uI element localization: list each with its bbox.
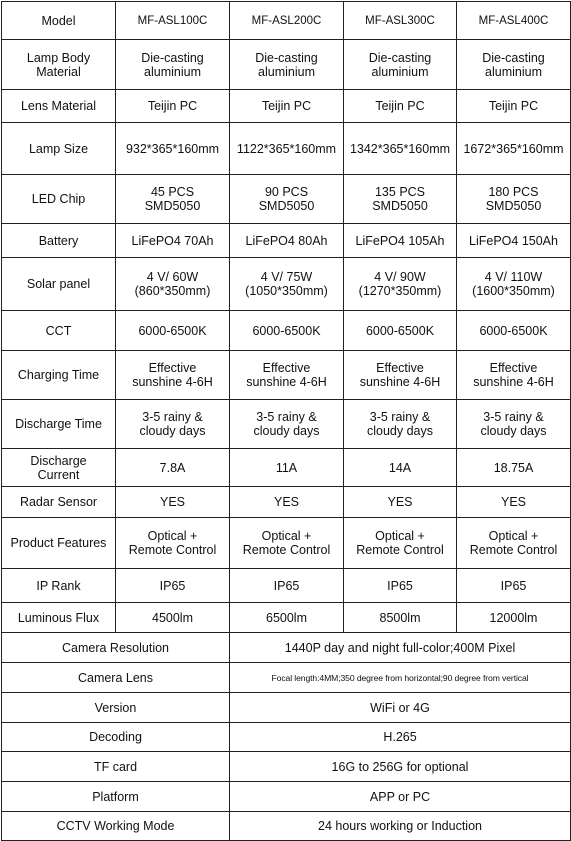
spec-value-cell: LiFePO4 105Ah bbox=[344, 224, 457, 258]
header-row bbox=[2, 2, 571, 40]
spec-table bbox=[1, 1, 571, 841]
spec-value-cell: Effective sunshine 4-6H bbox=[344, 351, 457, 400]
spec-value-cell: 18.75A bbox=[457, 449, 571, 487]
model-header-cell: MF-ASL300C bbox=[344, 2, 457, 40]
spec-value-cell: 4500lm bbox=[116, 603, 230, 633]
spec-row-discharge-time bbox=[2, 400, 571, 449]
spec-value-cell: 11A bbox=[230, 449, 344, 487]
spec-value-cell: YES bbox=[230, 487, 344, 518]
spec-row-luminous-flux bbox=[2, 603, 571, 633]
spec-value-cell: Die-casting aluminium bbox=[116, 40, 230, 90]
spec-value-cell: 6000-6500K bbox=[344, 311, 457, 351]
spec-value-cell: Teijin PC bbox=[344, 90, 457, 123]
row-label: CCT bbox=[2, 311, 116, 351]
shared-value-cell: 16G to 256G for optional bbox=[230, 752, 571, 782]
spec-value-cell: YES bbox=[116, 487, 230, 518]
spec-value-cell: 4 V/ 60W (860*350mm) bbox=[116, 258, 230, 311]
row-label: CCTV Working Mode bbox=[2, 812, 230, 841]
spec-value-cell: 6000-6500K bbox=[457, 311, 571, 351]
shared-row-cctv-working-mode bbox=[2, 812, 571, 841]
spec-value-cell: 4 V/ 90W (1270*350mm) bbox=[344, 258, 457, 311]
shared-row-version bbox=[2, 693, 571, 723]
spec-row-solar-panel bbox=[2, 258, 571, 311]
spec-value-cell: Optical + Remote Control bbox=[344, 518, 457, 569]
spec-value-cell: Teijin PC bbox=[230, 90, 344, 123]
spec-value-cell: Teijin PC bbox=[116, 90, 230, 123]
row-label: Version bbox=[2, 693, 230, 723]
spec-value-cell: 932*365*160mm bbox=[116, 123, 230, 175]
model-header-cell: MF-ASL100C bbox=[116, 2, 230, 40]
spec-value-cell: IP65 bbox=[344, 569, 457, 603]
header-label-cell: Model bbox=[2, 2, 116, 40]
spec-row-cct bbox=[2, 311, 571, 351]
spec-row-led-chip bbox=[2, 175, 571, 224]
shared-value-cell: WiFi or 4G bbox=[230, 693, 571, 723]
spec-value-cell: IP65 bbox=[230, 569, 344, 603]
spec-row-charging-time bbox=[2, 351, 571, 400]
shared-row-platform bbox=[2, 782, 571, 812]
spec-row-lens-material bbox=[2, 90, 571, 123]
spec-value-cell: IP65 bbox=[116, 569, 230, 603]
spec-value-cell: 4 V/ 75W (1050*350mm) bbox=[230, 258, 344, 311]
shared-value-cell: Focal length:4MM;350 degree from horizontal;90 degree from vertical bbox=[230, 663, 571, 693]
spec-value-cell: 6000-6500K bbox=[116, 311, 230, 351]
spec-value-cell: YES bbox=[344, 487, 457, 518]
row-label: Product Features bbox=[2, 518, 116, 569]
shared-row-camera-lens bbox=[2, 663, 571, 693]
shared-row-decoding bbox=[2, 723, 571, 752]
spec-value-cell: Optical + Remote Control bbox=[116, 518, 230, 569]
spec-value-cell: 3-5 rainy & cloudy days bbox=[116, 400, 230, 449]
spec-value-cell: 14A bbox=[344, 449, 457, 487]
spec-value-cell: Effective sunshine 4-6H bbox=[230, 351, 344, 400]
shared-value-cell: 1440P day and night full-color;400M Pixel bbox=[230, 633, 571, 663]
spec-value-cell: Die-casting aluminium bbox=[230, 40, 344, 90]
spec-value-cell: 4 V/ 110W (1600*350mm) bbox=[457, 258, 571, 311]
row-label: Radar Sensor bbox=[2, 487, 116, 518]
spec-value-cell: 180 PCS SMD5050 bbox=[457, 175, 571, 224]
spec-value-cell: Teijin PC bbox=[457, 90, 571, 123]
spec-value-cell: Die-casting aluminium bbox=[457, 40, 571, 90]
spec-value-cell: 3-5 rainy & cloudy days bbox=[457, 400, 571, 449]
row-label: Discharge Current bbox=[2, 449, 116, 487]
shared-row-tf-card bbox=[2, 752, 571, 782]
spec-value-cell: 1342*365*160mm bbox=[344, 123, 457, 175]
spec-row-ip-rank bbox=[2, 569, 571, 603]
spec-value-cell: LiFePO4 80Ah bbox=[230, 224, 344, 258]
row-label: Luminous Flux bbox=[2, 603, 116, 633]
spec-value-cell: 6500lm bbox=[230, 603, 344, 633]
spec-value-cell: Optical + Remote Control bbox=[457, 518, 571, 569]
shared-row-camera-resolution bbox=[2, 633, 571, 663]
spec-row-product-features bbox=[2, 518, 571, 569]
spec-value-cell: LiFePO4 70Ah bbox=[116, 224, 230, 258]
spec-value-cell: 1122*365*160mm bbox=[230, 123, 344, 175]
row-label: Lamp Size bbox=[2, 123, 116, 175]
spec-value-cell: Die-casting aluminium bbox=[344, 40, 457, 90]
model-header-cell: MF-ASL400C bbox=[457, 2, 571, 40]
row-label: LED Chip bbox=[2, 175, 116, 224]
row-label: Solar panel bbox=[2, 258, 116, 311]
spec-row-lamp-body-material bbox=[2, 40, 571, 90]
shared-value-cell: 24 hours working or Induction bbox=[230, 812, 571, 841]
spec-row-battery bbox=[2, 224, 571, 258]
spec-value-cell: IP65 bbox=[457, 569, 571, 603]
spec-value-cell: 1672*365*160mm bbox=[457, 123, 571, 175]
row-label: Lamp Body Material bbox=[2, 40, 116, 90]
spec-value-cell: 7.8A bbox=[116, 449, 230, 487]
spec-value-cell: 90 PCS SMD5050 bbox=[230, 175, 344, 224]
row-label: TF card bbox=[2, 752, 230, 782]
spec-row-lamp-size bbox=[2, 123, 571, 175]
spec-value-cell: 8500lm bbox=[344, 603, 457, 633]
row-label: Platform bbox=[2, 782, 230, 812]
spec-value-cell: Effective sunshine 4-6H bbox=[457, 351, 571, 400]
spec-value-cell: 12000lm bbox=[457, 603, 571, 633]
row-label: Discharge Time bbox=[2, 400, 116, 449]
row-label: Camera Resolution bbox=[2, 633, 230, 663]
spec-value-cell: 3-5 rainy & cloudy days bbox=[230, 400, 344, 449]
spec-value-cell: 3-5 rainy & cloudy days bbox=[344, 400, 457, 449]
spec-value-cell: Effective sunshine 4-6H bbox=[116, 351, 230, 400]
spec-value-cell: YES bbox=[457, 487, 571, 518]
spec-value-cell: LiFePO4 150Ah bbox=[457, 224, 571, 258]
spec-value-cell: 45 PCS SMD5050 bbox=[116, 175, 230, 224]
spec-value-cell: 135 PCS SMD5050 bbox=[344, 175, 457, 224]
shared-value-cell: H.265 bbox=[230, 723, 571, 752]
spec-value-cell: Optical + Remote Control bbox=[230, 518, 344, 569]
row-label: IP Rank bbox=[2, 569, 116, 603]
spec-row-discharge-current bbox=[2, 449, 571, 487]
row-label: Lens Material bbox=[2, 90, 116, 123]
spec-value-cell: 6000-6500K bbox=[230, 311, 344, 351]
spec-row-radar-sensor bbox=[2, 487, 571, 518]
row-label: Battery bbox=[2, 224, 116, 258]
row-label: Decoding bbox=[2, 723, 230, 752]
shared-value-cell: APP or PC bbox=[230, 782, 571, 812]
model-header-cell: MF-ASL200C bbox=[230, 2, 344, 40]
row-label: Camera Lens bbox=[2, 663, 230, 693]
row-label: Charging Time bbox=[2, 351, 116, 400]
